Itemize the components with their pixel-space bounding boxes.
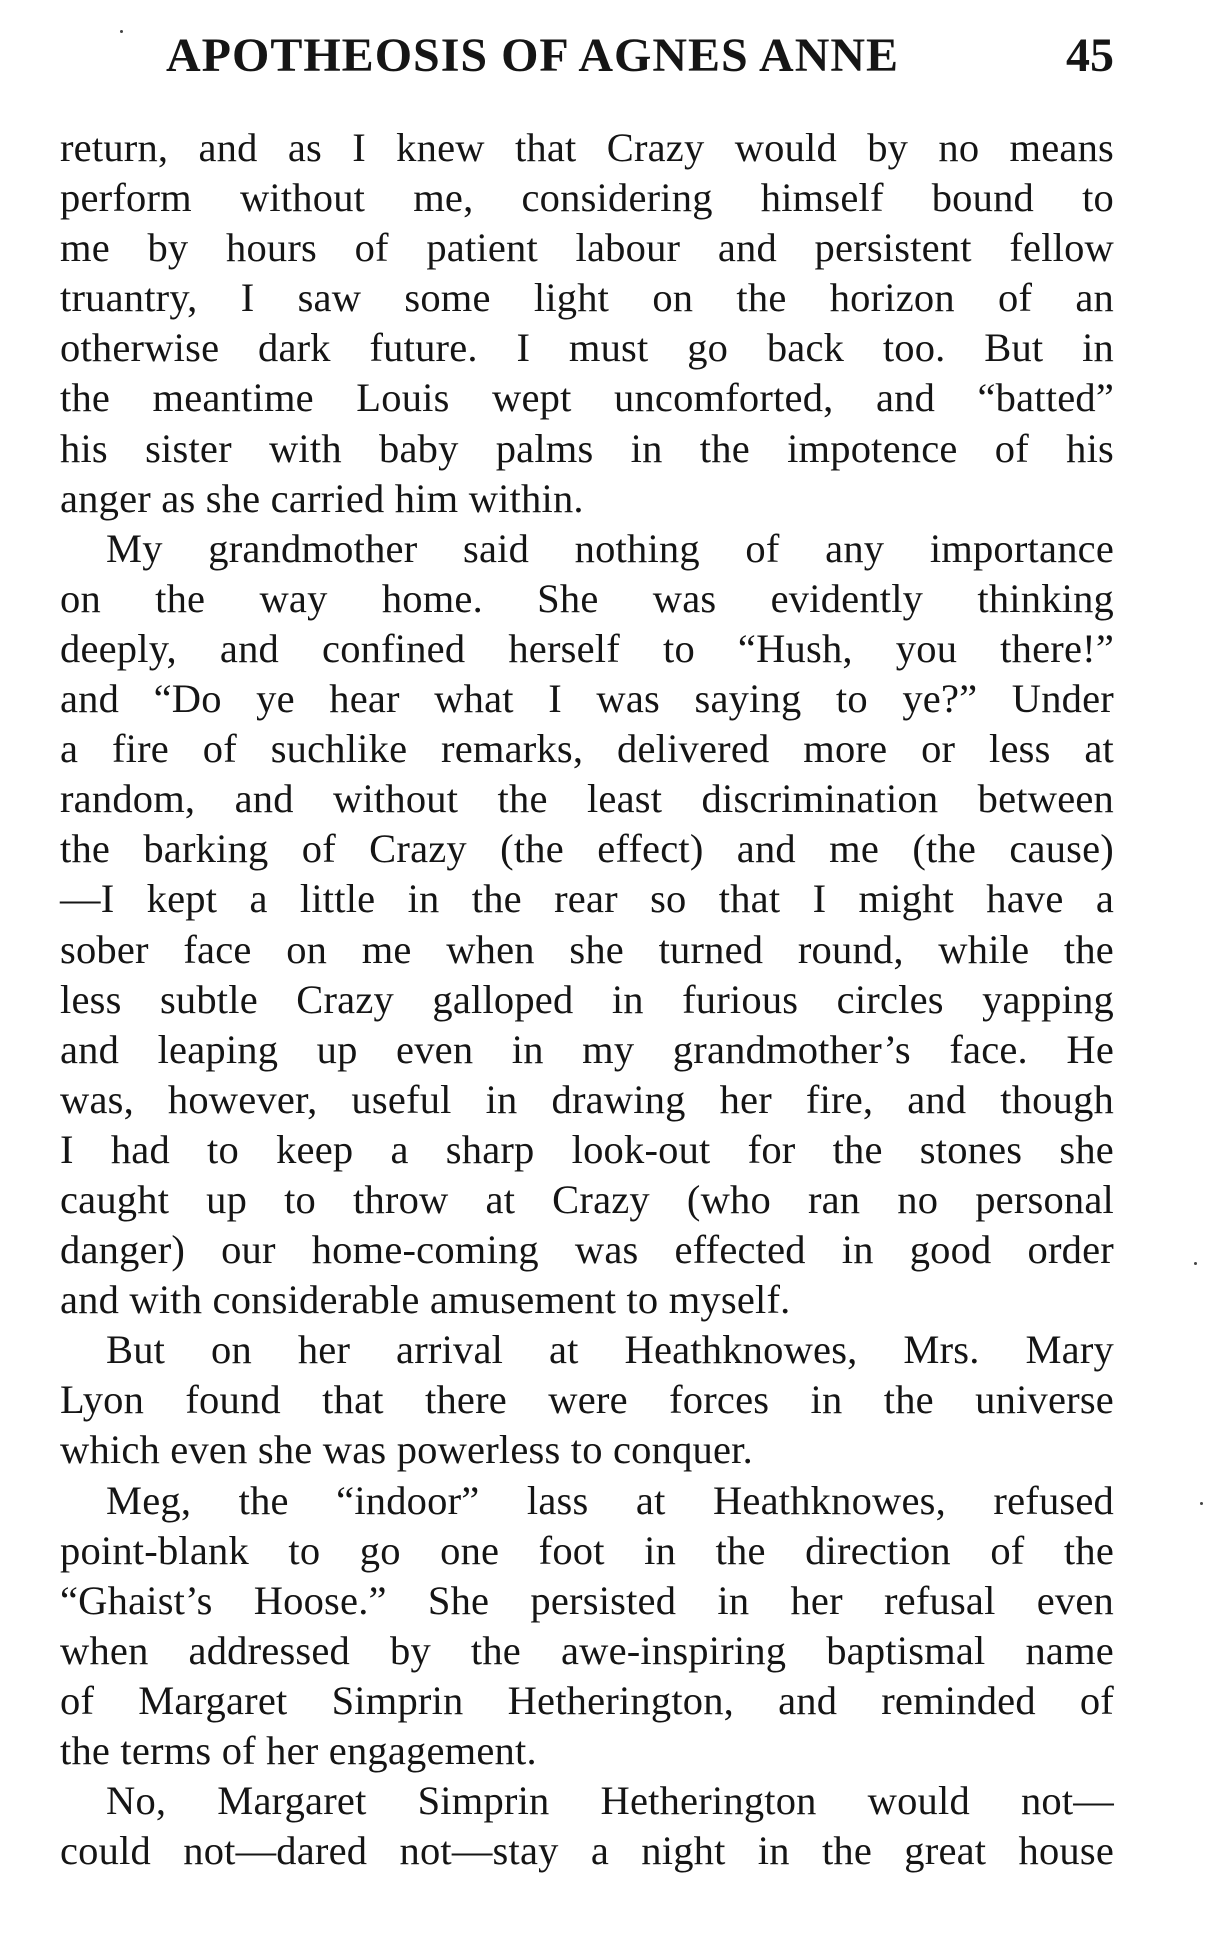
text-line: which even she was powerless to conquer. [60,1427,753,1473]
text-line: could not—dared not—stay a night in the great house [60,1828,1114,1874]
text-line: deeply, and confined herself to “Hush, you there!” [60,625,1114,671]
text-line: the barking of Crazy (the effect) and me (the cause) [60,826,1114,872]
text-line: the meantime Louis wept uncomforted, and “batted” [60,375,1114,421]
paragraph-start-line: My grandmother said nothing of any importance [106,525,1114,571]
text-line: me by hours of patient labour and persistent fellow [60,225,1114,271]
body-text [60,123,1114,1876]
running-title: APOTHEOSIS OF AGNES ANNE [166,29,900,82]
paragraph-start-line: Meg, the “indoor” lass at Heathknowes, refused [106,1477,1114,1523]
print-speck [1194,1262,1197,1265]
text-line: caught up to throw at Crazy (who ran no personal [60,1176,1114,1222]
text-line: and leaping up even in my grandmother’s face. He [60,1026,1114,1072]
text-line: sober face on me when she turned round, while the [60,926,1114,972]
text-line: when addressed by the awe-inspiring baptismal name [60,1627,1114,1673]
print-speck [1200,1502,1203,1505]
text-line: I had to keep a sharp look-out for the stones she [60,1126,1114,1172]
text-line: danger) our home-coming was effected in good order [60,1227,1114,1273]
text-line: on the way home. She was evidently thinking [60,575,1114,621]
text-line: return, and as I knew that Crazy would by no means [60,125,1114,170]
paragraph-start-line: No, Margaret Simprin Hetherington would not— [106,1778,1114,1824]
paragraph-start-line: But on her arrival at Heathknowes, Mrs. Mary [106,1327,1114,1373]
text-line: and “Do ye hear what I was saying to ye?” Under [60,676,1114,722]
text-line: and with considerable amusement to myself. [60,1277,791,1323]
text-line: anger as she carried him within. [60,475,584,521]
text-line: was, however, useful in drawing her fire, and though [60,1076,1114,1122]
running-head [60,26,1114,86]
text-line: point-blank to go one foot in the direction of the [60,1527,1114,1573]
text-line: a fire of suchlike remarks, delivered more or less at [60,726,1114,772]
text-line: truantry, I saw some light on the horizon of an [60,275,1114,321]
text-line: his sister with baby palms in the impotence of his [60,425,1114,471]
text-line: random, and without the least discrimination between [60,776,1114,822]
text-line: —I kept a little in the rear so that I might have a [60,876,1114,922]
text-line: of Margaret Simprin Hetherington, and reminded of [60,1677,1114,1723]
text-line: less subtle Crazy galloped in furious circles yapping [60,976,1114,1022]
text-line: “Ghaist’s Hoose.” She persisted in her refusal even [60,1577,1114,1623]
text-line: perform without me, considering himself bound to [60,175,1114,221]
text-line: otherwise dark future. I must go back too. But in [60,325,1114,371]
text-line: the terms of her engagement. [60,1728,537,1773]
page-number: 45 [1066,29,1114,82]
print-speck [120,30,123,33]
text-line: Lyon found that there were forces in the universe [60,1377,1114,1423]
